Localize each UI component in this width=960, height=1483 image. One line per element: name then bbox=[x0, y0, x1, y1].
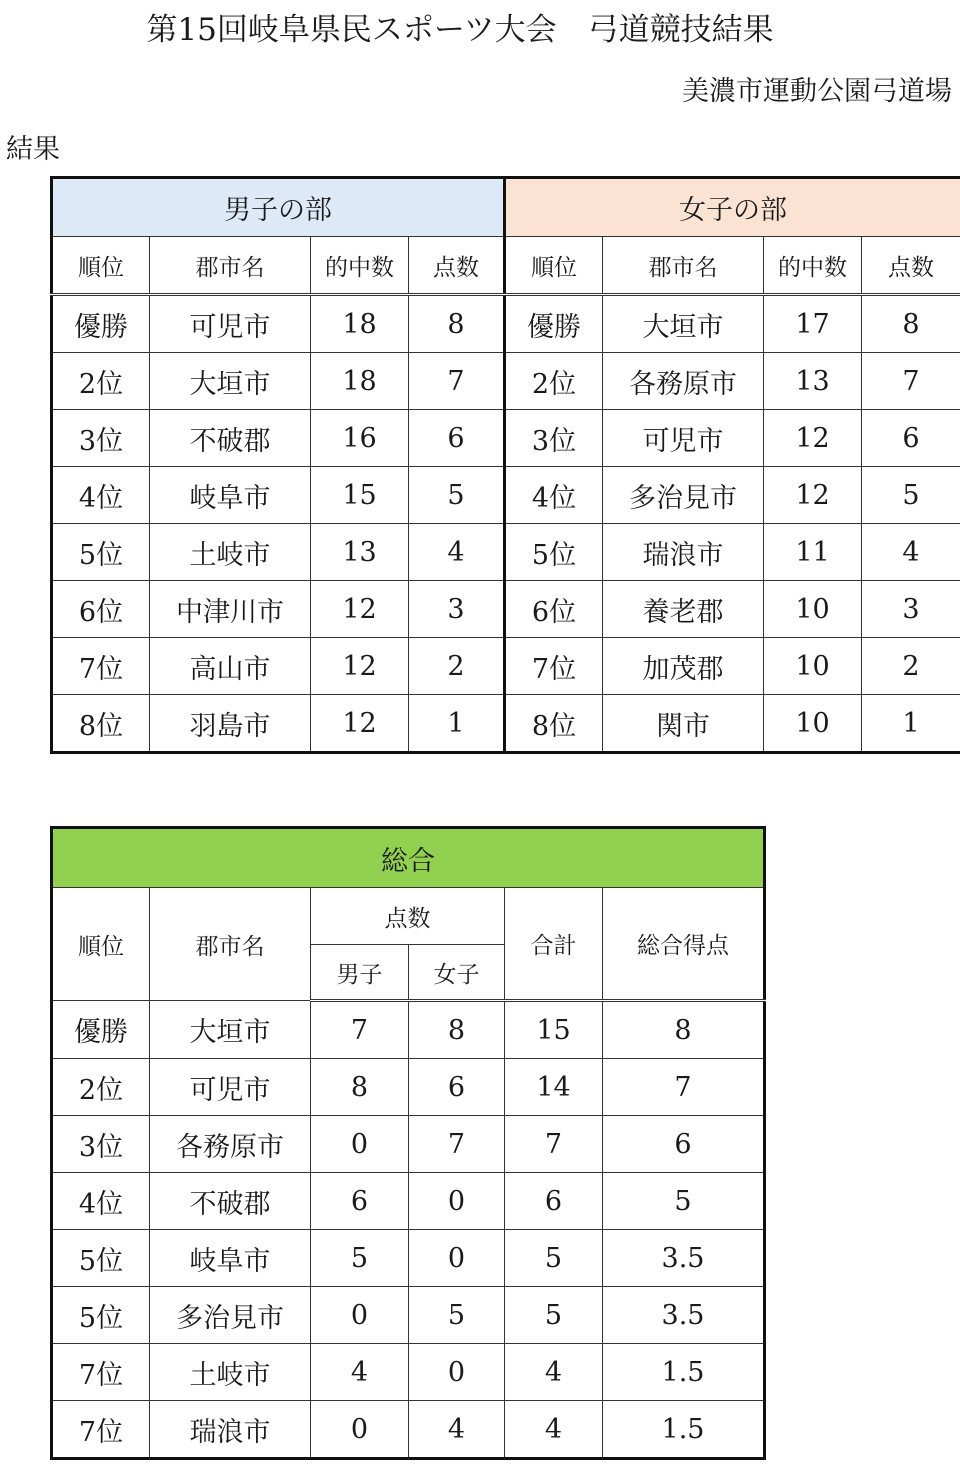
men-hits-cell: 13 bbox=[311, 524, 409, 581]
overall-score-cell: 3.5 bbox=[603, 1287, 765, 1344]
women-hits-cell: 13 bbox=[764, 353, 862, 410]
men-city-cell: 岐阜市 bbox=[150, 467, 311, 524]
overall-rank-cell: 4位 bbox=[52, 1173, 150, 1230]
table-row bbox=[52, 1287, 765, 1344]
men-city-cell: 大垣市 bbox=[150, 353, 311, 410]
venue-label: 美濃市運動公園弓道場 bbox=[682, 76, 952, 107]
women-points-cell: 2 bbox=[862, 638, 960, 695]
women-points-cell: 3 bbox=[862, 581, 960, 638]
overall-men-cell: 0 bbox=[311, 1116, 409, 1173]
overall-score-cell: 5 bbox=[603, 1173, 765, 1230]
overall-men-cell: 8 bbox=[311, 1059, 409, 1116]
women-city-cell: 養老郡 bbox=[603, 581, 764, 638]
overall-points-header: 点数 bbox=[311, 888, 505, 945]
women-city-header: 郡市名 bbox=[603, 237, 764, 295]
women-hits-cell: 10 bbox=[764, 581, 862, 638]
women-rank-cell: 3位 bbox=[505, 410, 603, 467]
table-row bbox=[52, 695, 960, 753]
women-hits-header: 的中数 bbox=[764, 237, 862, 295]
overall-rank-cell: 5位 bbox=[52, 1230, 150, 1287]
overall-women-cell: 0 bbox=[409, 1173, 505, 1230]
men-points-cell: 3 bbox=[409, 581, 505, 638]
overall-men-cell: 7 bbox=[311, 1001, 409, 1059]
overall-men-cell: 0 bbox=[311, 1401, 409, 1459]
overall-score-cell: 1.5 bbox=[603, 1401, 765, 1459]
women-city-cell: 各務原市 bbox=[603, 353, 764, 410]
men-rank-cell: 4位 bbox=[52, 467, 150, 524]
overall-section-header: 総合 bbox=[52, 828, 765, 888]
overall-men-cell: 4 bbox=[311, 1344, 409, 1401]
table-row bbox=[52, 1344, 765, 1401]
overall-sum-header: 合計 bbox=[505, 888, 603, 1001]
men-city-cell: 土岐市 bbox=[150, 524, 311, 581]
overall-women-header: 女子 bbox=[409, 945, 505, 1001]
women-rank-cell: 8位 bbox=[505, 695, 603, 753]
overall-score-cell: 7 bbox=[603, 1059, 765, 1116]
men-hits-cell: 12 bbox=[311, 638, 409, 695]
women-city-cell: 加茂郡 bbox=[603, 638, 764, 695]
women-rank-cell: 優勝 bbox=[505, 295, 603, 353]
table-row bbox=[52, 467, 960, 524]
overall-rank-header: 順位 bbox=[52, 888, 150, 1001]
table-row bbox=[52, 410, 960, 467]
women-rank-cell: 5位 bbox=[505, 524, 603, 581]
table-row bbox=[52, 638, 960, 695]
women-rank-header: 順位 bbox=[505, 237, 603, 295]
women-rank-cell: 7位 bbox=[505, 638, 603, 695]
men-hits-cell: 15 bbox=[311, 467, 409, 524]
table-row bbox=[52, 524, 960, 581]
overall-rank-cell: 2位 bbox=[52, 1059, 150, 1116]
table-row bbox=[52, 581, 960, 638]
overall-rank-cell: 7位 bbox=[52, 1401, 150, 1459]
table-row bbox=[52, 1230, 765, 1287]
men-rank-cell: 7位 bbox=[52, 638, 150, 695]
men-points-cell: 4 bbox=[409, 524, 505, 581]
overall-women-cell: 8 bbox=[409, 1001, 505, 1059]
women-hits-cell: 10 bbox=[764, 638, 862, 695]
overall-sum-cell: 4 bbox=[505, 1401, 603, 1459]
overall-women-cell: 7 bbox=[409, 1116, 505, 1173]
overall-rank-cell: 7位 bbox=[52, 1344, 150, 1401]
page-title: 第15回岐阜県民スポーツ大会 弓道競技結果 bbox=[146, 12, 774, 48]
men-points-cell: 5 bbox=[409, 467, 505, 524]
women-rank-cell: 4位 bbox=[505, 467, 603, 524]
women-hits-cell: 10 bbox=[764, 695, 862, 753]
results-table bbox=[50, 176, 960, 754]
overall-city-cell: 多治見市 bbox=[150, 1287, 311, 1344]
table-row bbox=[52, 1001, 765, 1059]
men-rank-cell: 6位 bbox=[52, 581, 150, 638]
men-points-cell: 7 bbox=[409, 353, 505, 410]
women-points-cell: 8 bbox=[862, 295, 960, 353]
table-row bbox=[52, 1116, 765, 1173]
men-points-cell: 1 bbox=[409, 695, 505, 753]
overall-total-score-header: 総合得点 bbox=[603, 888, 765, 1001]
women-points-cell: 4 bbox=[862, 524, 960, 581]
women-points-cell: 5 bbox=[862, 467, 960, 524]
overall-score-cell: 6 bbox=[603, 1116, 765, 1173]
overall-city-cell: 岐阜市 bbox=[150, 1230, 311, 1287]
overall-city-cell: 不破郡 bbox=[150, 1173, 311, 1230]
women-points-cell: 1 bbox=[862, 695, 960, 753]
women-points-cell: 6 bbox=[862, 410, 960, 467]
overall-women-cell: 5 bbox=[409, 1287, 505, 1344]
men-rank-cell: 優勝 bbox=[52, 295, 150, 353]
overall-city-cell: 可児市 bbox=[150, 1059, 311, 1116]
women-points-header: 点数 bbox=[862, 237, 960, 295]
overall-city-cell: 各務原市 bbox=[150, 1116, 311, 1173]
women-hits-cell: 12 bbox=[764, 467, 862, 524]
women-section-header: 女子の部 bbox=[505, 178, 960, 237]
overall-sum-cell: 5 bbox=[505, 1230, 603, 1287]
overall-city-header: 郡市名 bbox=[150, 888, 311, 1001]
men-points-cell: 2 bbox=[409, 638, 505, 695]
men-rank-cell: 8位 bbox=[52, 695, 150, 753]
men-rank-header: 順位 bbox=[52, 237, 150, 295]
men-city-header: 郡市名 bbox=[150, 237, 311, 295]
table-row bbox=[52, 353, 960, 410]
men-city-cell: 不破郡 bbox=[150, 410, 311, 467]
overall-city-cell: 土岐市 bbox=[150, 1344, 311, 1401]
men-rank-cell: 3位 bbox=[52, 410, 150, 467]
men-section-header: 男子の部 bbox=[52, 178, 505, 237]
overall-sum-cell: 6 bbox=[505, 1173, 603, 1230]
women-hits-cell: 11 bbox=[764, 524, 862, 581]
overall-men-header: 男子 bbox=[311, 945, 409, 1001]
women-city-cell: 可児市 bbox=[603, 410, 764, 467]
women-rank-cell: 6位 bbox=[505, 581, 603, 638]
overall-sum-cell: 5 bbox=[505, 1287, 603, 1344]
women-points-cell: 7 bbox=[862, 353, 960, 410]
overall-rank-cell: 5位 bbox=[52, 1287, 150, 1344]
overall-sum-cell: 14 bbox=[505, 1059, 603, 1116]
overall-score-cell: 1.5 bbox=[603, 1344, 765, 1401]
overall-city-cell: 大垣市 bbox=[150, 1001, 311, 1059]
table-row bbox=[52, 1173, 765, 1230]
overall-sum-cell: 4 bbox=[505, 1344, 603, 1401]
overall-women-cell: 0 bbox=[409, 1230, 505, 1287]
overall-sum-cell: 15 bbox=[505, 1001, 603, 1059]
overall-score-cell: 8 bbox=[603, 1001, 765, 1059]
men-city-cell: 可児市 bbox=[150, 295, 311, 353]
men-points-cell: 6 bbox=[409, 410, 505, 467]
overall-men-cell: 5 bbox=[311, 1230, 409, 1287]
overall-score-cell: 3.5 bbox=[603, 1230, 765, 1287]
women-hits-cell: 17 bbox=[764, 295, 862, 353]
men-rank-cell: 2位 bbox=[52, 353, 150, 410]
women-rank-cell: 2位 bbox=[505, 353, 603, 410]
overall-women-cell: 0 bbox=[409, 1344, 505, 1401]
men-hits-cell: 12 bbox=[311, 695, 409, 753]
women-city-cell: 関市 bbox=[603, 695, 764, 753]
men-rank-cell: 5位 bbox=[52, 524, 150, 581]
women-city-cell: 瑞浪市 bbox=[603, 524, 764, 581]
women-city-cell: 大垣市 bbox=[603, 295, 764, 353]
men-hits-cell: 18 bbox=[311, 353, 409, 410]
women-hits-cell: 12 bbox=[764, 410, 862, 467]
overall-women-cell: 4 bbox=[409, 1401, 505, 1459]
men-points-header: 点数 bbox=[409, 237, 505, 295]
overall-women-cell: 6 bbox=[409, 1059, 505, 1116]
men-points-cell: 8 bbox=[409, 295, 505, 353]
men-city-cell: 中津川市 bbox=[150, 581, 311, 638]
overall-city-cell: 瑞浪市 bbox=[150, 1401, 311, 1459]
section-label: 結果 bbox=[6, 134, 60, 165]
overall-sum-cell: 7 bbox=[505, 1116, 603, 1173]
men-hits-cell: 12 bbox=[311, 581, 409, 638]
table-row bbox=[52, 295, 960, 353]
overall-men-cell: 0 bbox=[311, 1287, 409, 1344]
overall-rank-cell: 優勝 bbox=[52, 1001, 150, 1059]
men-hits-cell: 18 bbox=[311, 295, 409, 353]
men-city-cell: 高山市 bbox=[150, 638, 311, 695]
men-hits-header: 的中数 bbox=[311, 237, 409, 295]
women-city-cell: 多治見市 bbox=[603, 467, 764, 524]
overall-rank-cell: 3位 bbox=[52, 1116, 150, 1173]
table-row bbox=[52, 1401, 765, 1459]
overall-men-cell: 6 bbox=[311, 1173, 409, 1230]
table-row bbox=[52, 1059, 765, 1116]
men-hits-cell: 16 bbox=[311, 410, 409, 467]
men-city-cell: 羽島市 bbox=[150, 695, 311, 753]
overall-table bbox=[50, 826, 766, 1460]
